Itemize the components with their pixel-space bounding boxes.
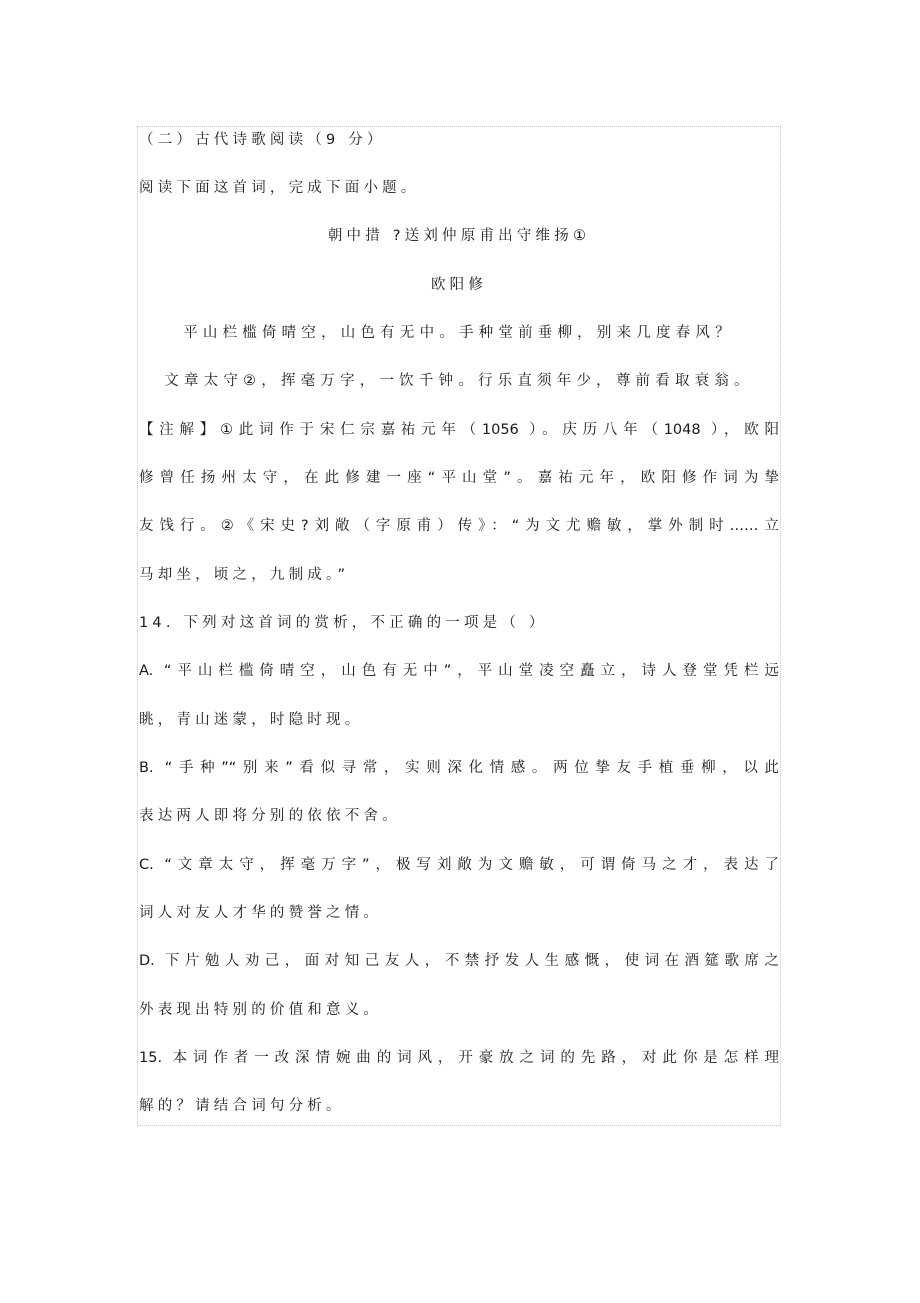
- poem-line-1: 平山栏槛倚晴空，山色有无中。手种堂前垂柳，别来几度春风？: [183, 325, 735, 341]
- section-title: （二）古代诗歌阅读（9 分）: [139, 132, 386, 148]
- note-line-2: 修曾任扬州太守，在此修建一座“平山堂”。嘉祐元年，欧阳修作词为挚: [139, 470, 779, 486]
- note-line-3: 友饯行。②《宋史?刘敞（字原甫）传》：“为文尤赡敏，掌外制时……立: [139, 518, 779, 534]
- q15-line-1: 15. 本词作者一改深情婉曲的词风，开豪放之词的先路，对此你是怎样理: [139, 1050, 779, 1066]
- q14-option-c-line-2: 词人对友人才华的赞誉之情。: [139, 905, 383, 921]
- instruction-text: 阅读下面这首词，完成下面小题。: [139, 180, 420, 196]
- note-line-4: 马却坐，顷之，九制成。”: [139, 567, 350, 583]
- q14-option-b-line-2: 表达两人即将分别的依依不舍。: [139, 808, 401, 824]
- q14-stem: 14. 下列对这首词的赏析，不正确的一项是（ ）: [139, 615, 548, 631]
- poem-line-2: 文章太守②，挥毫万字，一饮千钟。行乐直须年少，尊前看取衰翁。: [164, 373, 754, 389]
- q14-option-a-line-1: A. “平山栏槛倚晴空，山色有无中”，平山堂凌空矗立，诗人登堂凭栏远: [139, 663, 779, 679]
- q14-option-c-line-1: C. “文章太守，挥毫万字”，极写刘敞为文赡敏，可谓倚马之才，表达了: [139, 857, 779, 873]
- q14-option-a-line-2: 眺，青山迷蒙，时隐时现。: [139, 712, 364, 728]
- note-line-1: 【注解】①此词作于宋仁宗嘉祐元年（1056 ）。庆历八年（1048 ），欧阳: [139, 422, 779, 438]
- poem-title: 朝中措 ?送刘仲原甫出守维扬①: [327, 228, 591, 244]
- q14-option-d-line-1: D. 下片勉人劝己，面对知己友人，不禁抒发人生感慨，使词在酒筵歌席之: [139, 953, 779, 969]
- q14-option-d-line-2: 外表现出特别的价值和意义。: [139, 1002, 383, 1018]
- poem-author: 欧阳修: [430, 277, 488, 293]
- q14-option-b-line-1: B. “手种”“别来”看似寻常，实则深化情感。两位挚友手植垂柳，以此: [139, 760, 779, 776]
- q15-line-2: 解的？请结合词句分析。: [139, 1098, 345, 1114]
